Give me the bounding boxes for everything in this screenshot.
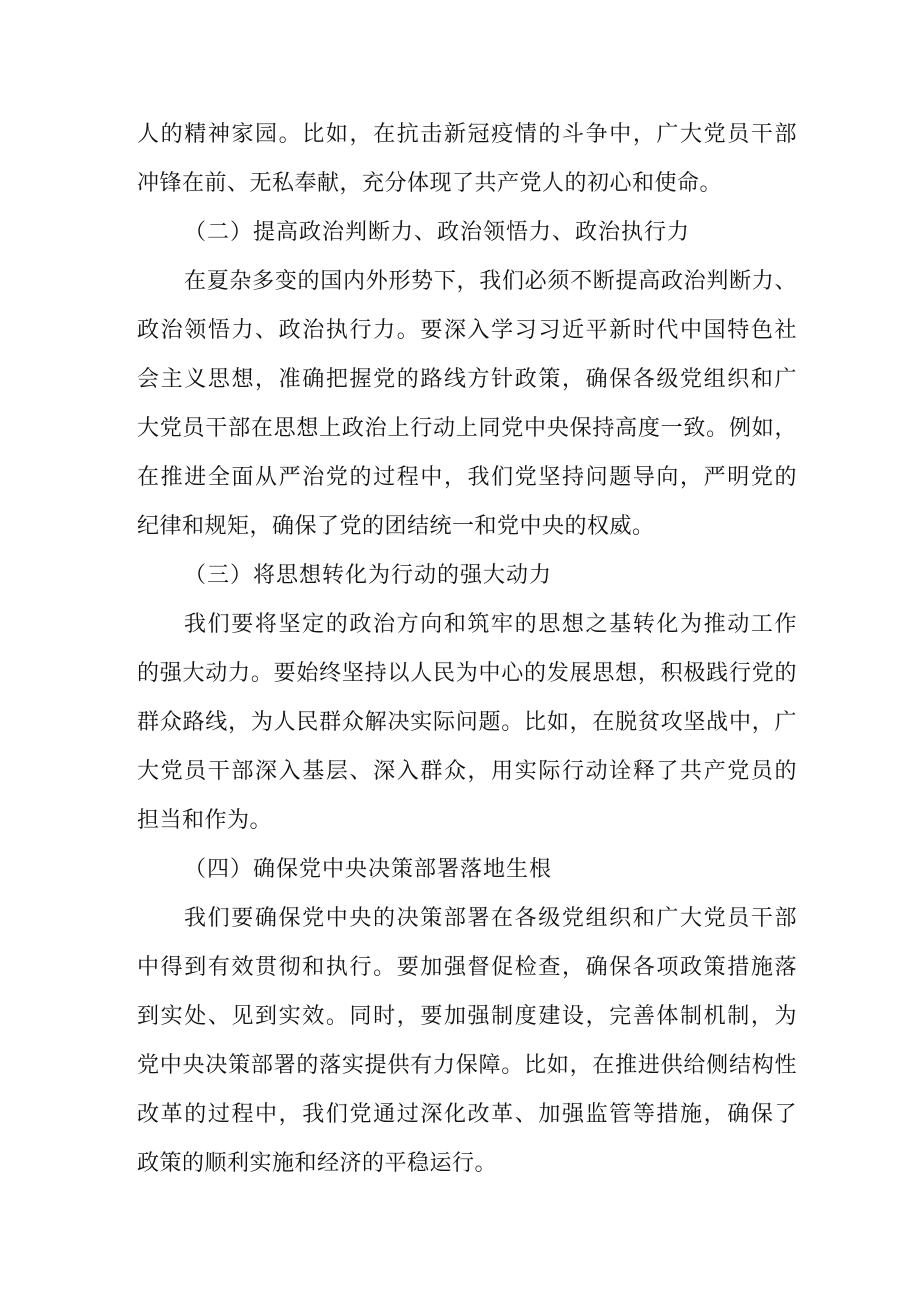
paragraph-line: 大党员干部深入基层、深入群众，用实际行动诠释了共产党员的: [137, 759, 797, 784]
paragraph-line: 在夏杂多变的国内外形势下，我们必须不断提高政治判断力、: [184, 269, 797, 294]
paragraph-line: 政治领悟力、政治执行力。要深入学习习近平新时代中国特色社: [137, 318, 797, 343]
paragraph-line: 群众路线，为人民群众解决实际问题。比如，在脱贫攻坚战中，广: [137, 710, 797, 735]
paragraph-line: 中得到有效贯彻和执行。要加强督促检查，确保各项政策措施落: [137, 955, 797, 980]
paragraph-line: 冲锋在前、无私奉献，充分体现了共产党人的初心和使命。: [137, 171, 723, 196]
paragraph-line: 人的精神家园。比如，在抗击新冠疫情的斗争中，广大党员干部: [137, 122, 797, 147]
paragraph-line: 改革的过程中，我们党通过深化改革、加强监管等措施，确保了: [137, 1102, 797, 1127]
paragraph-line: 在推进全面从严治党的过程中，我们党坚持问题导向，严明党的: [137, 465, 797, 490]
section-heading-3: （三）将思想转化为行动的强大动力: [184, 563, 553, 588]
paragraph-line: 担当和作为。: [137, 808, 273, 833]
paragraph-line: 我们要将坚定的政治方向和筑牢的思想之基转化为推动工作: [184, 612, 797, 637]
paragraph-line: 大党员干部在思想上政治上行动上同党中央保持高度一致。例如，: [137, 416, 797, 441]
paragraph-line: 纪律和规矩，确保了党的团结统一和党中央的权威。: [137, 514, 655, 539]
paragraph-line: 我们要确保党中央的决策部署在各级党组织和广大党员干部: [184, 906, 797, 931]
paragraph-line: 会主义思想，准确把握党的路线方针政策，确保各级党组织和广: [137, 367, 797, 392]
section-heading-4: （四）确保党中央决策部署落地生根: [184, 857, 553, 882]
paragraph-line: 的强大动力。要始终坚持以人民为中心的发展思想，积极践行党的: [137, 661, 797, 686]
paragraph-line: 政策的顺利实施和经济的平稳运行。: [137, 1151, 498, 1176]
paragraph-line: 党中央决策部署的落实提供有力保障。比如，在推进供给侧结构性: [137, 1053, 797, 1078]
section-heading-2: （二）提高政治判断力、政治领悟力、政治执行力: [184, 220, 691, 245]
paragraph-line: 到实处、见到实效。同时，要加强制度建设，完善体制机制，为: [137, 1004, 797, 1029]
